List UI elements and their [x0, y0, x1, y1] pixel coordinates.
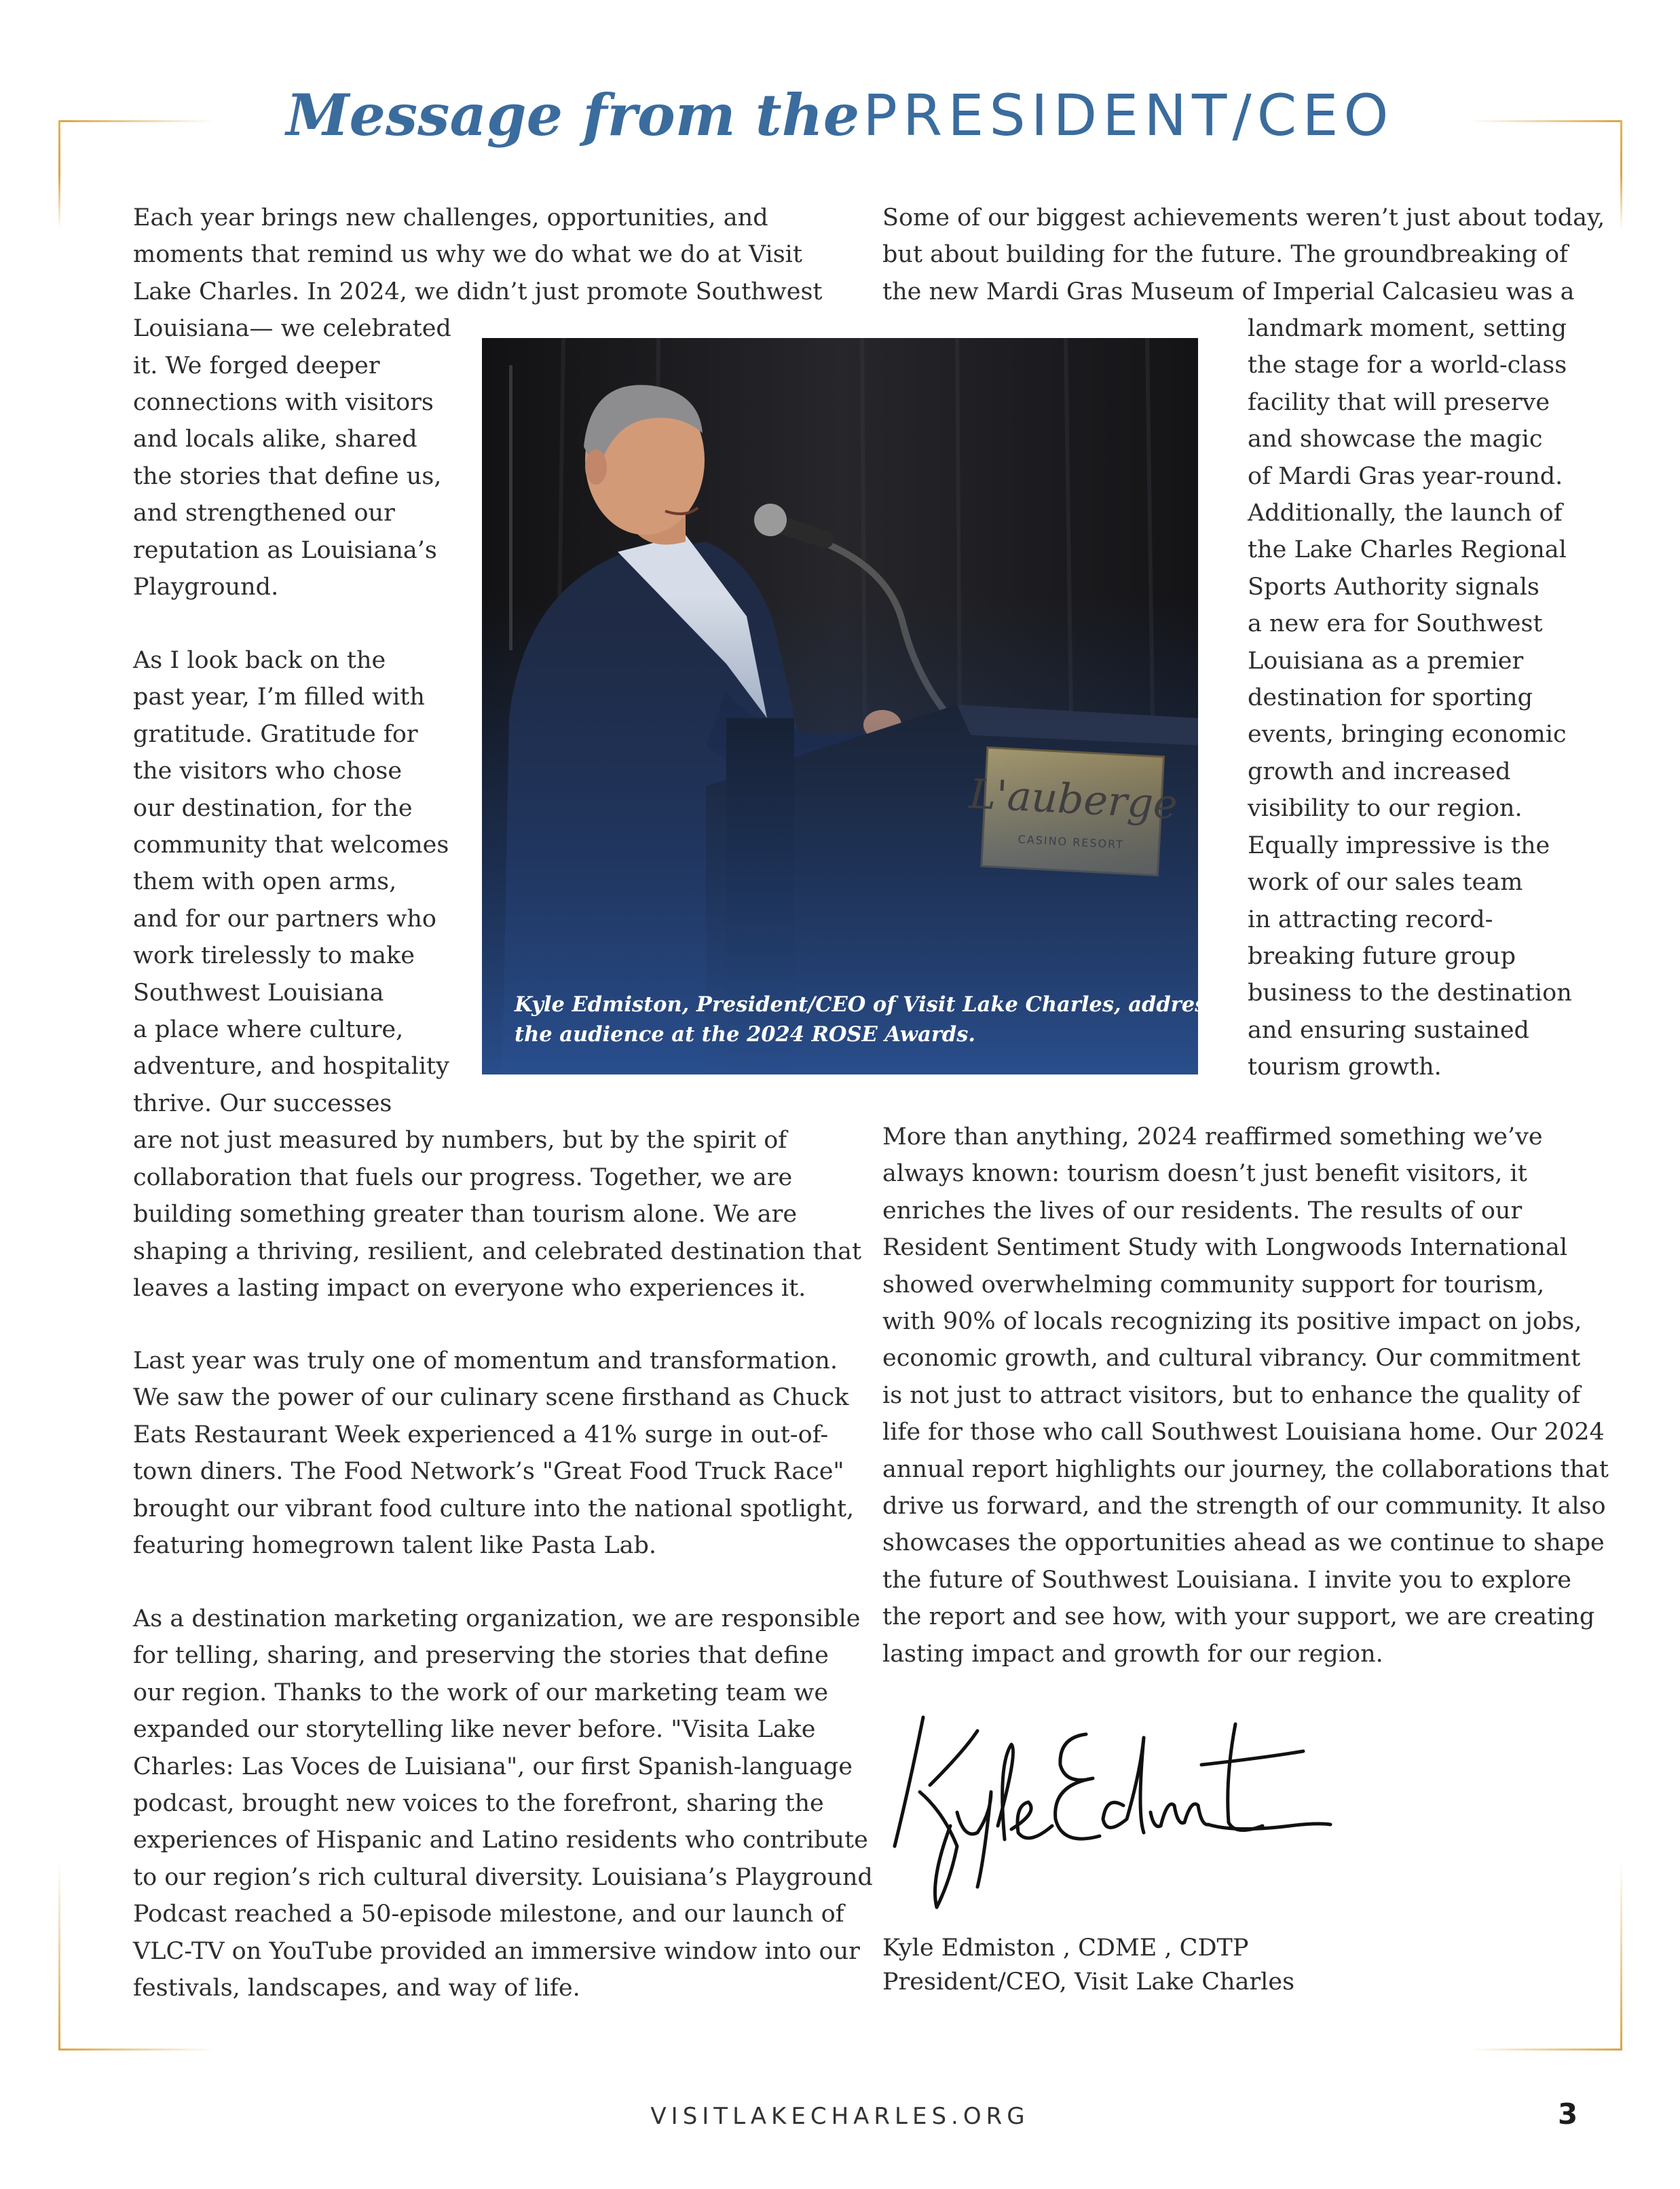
text-line: gratitude. Gratitude for	[133, 720, 418, 748]
text-line: Eats Restaurant Week experienced a 41% surge in out-of-	[133, 1421, 829, 1448]
title-caps: PRESIDENT/CEO	[863, 82, 1394, 149]
text-line: collaboration that fuels our progress. Together, we are	[133, 1163, 793, 1191]
frame-left-bottom	[58, 1860, 60, 2050]
text-line: the stage for a world-class	[1248, 352, 1567, 379]
text-line: Last year was truly one of momentum and transformation.	[133, 1347, 838, 1374]
text-line: podcast, brought new voices to the forefront, sharing the	[133, 1790, 824, 1818]
text-line: with 90% of locals recognizing its positive impact on jobs,	[882, 1308, 1582, 1336]
text-line: As a destination marketing organization, we are responsible	[133, 1605, 861, 1632]
text-line: destination for sporting	[1248, 684, 1533, 712]
text-line: landmark moment, setting	[1248, 315, 1567, 342]
text-line: brought our vibrant food culture into the national spotlight,	[133, 1495, 855, 1522]
text-line: thrive. Our successes	[133, 1089, 392, 1117]
text-line: always known: tourism doesn’t just benefit visitors, it	[882, 1160, 1527, 1188]
text-line: Each year brings new challenges, opportunities, and	[133, 204, 768, 231]
speaker-photo	[482, 338, 1244, 1074]
text-line: and ensuring sustained	[1248, 1016, 1529, 1044]
left-paragraph-4	[133, 1601, 873, 2006]
right-paragraph-1a	[882, 200, 1605, 310]
text-line: More than anything, 2024 reaffirmed something we’ve	[882, 1123, 1543, 1150]
text-line: are not just measured by numbers, but by the spirit of	[133, 1127, 787, 1155]
signature-name: Kyle Edmiston , CDME , CDTP	[882, 1934, 1249, 1962]
text-line: our destination, for the	[133, 794, 413, 822]
text-line: As I look back on the	[133, 647, 386, 674]
text-line: Playground.	[133, 574, 279, 601]
page-title	[0, 81, 1680, 149]
text-line: of Mardi Gras year-round.	[1248, 462, 1563, 490]
text-line: connections with visitors	[133, 389, 434, 417]
text-line: the new Mardi Gras Museum of Imperial Calcasieu was a	[882, 278, 1575, 305]
text-line: the Lake Charles Regional	[1248, 536, 1567, 564]
text-line: community that welcomes	[133, 831, 449, 859]
text-line: our region. Thanks to the work of our marketing team we	[133, 1679, 829, 1706]
text-line: business to the destination	[1248, 979, 1572, 1007]
text-line: experiences of Hispanic and Latino residents who contribute	[133, 1827, 868, 1854]
text-line: to our region’s rich cultural diversity. Louisiana’s Playground	[133, 1863, 873, 1891]
text-line: expanded our storytelling like never before. "Visita Lake	[133, 1716, 816, 1744]
text-line: shaping a thriving, resilient, and celebrated destination that	[133, 1237, 862, 1265]
text-line: adventure, and hospitality	[133, 1053, 449, 1081]
text-line: visibility to our region.	[1248, 795, 1523, 823]
text-line: events, bringing economic	[1248, 721, 1567, 749]
right-paragraph-2	[882, 1119, 1609, 1672]
photo-caption	[515, 990, 1244, 1049]
handwritten-signature	[882, 1710, 1344, 1914]
right-paragraph-1b	[1248, 310, 1572, 1086]
text-line: Louisiana as a premier	[1248, 647, 1524, 675]
left-paragraph-3	[133, 1343, 854, 1564]
text-line: drive us forward, and the strength of our community. It also	[882, 1493, 1606, 1520]
text-line: festivals, landscapes, and way of life.	[133, 1975, 580, 2002]
text-line: past year, I’m filled with	[133, 684, 425, 711]
text-line: the visitors who chose	[133, 757, 403, 785]
text-line: showed overwhelming community support for tourism,	[882, 1271, 1545, 1298]
text-line: a new era for Southwest	[1248, 610, 1543, 638]
text-line: but about building for the future. The groundbreaking of	[882, 241, 1568, 269]
text-line: for telling, sharing, and preserving the stories that define	[133, 1642, 829, 1670]
text-line: Additionally, the launch of	[1248, 500, 1563, 527]
text-line: Equally impressive is the	[1248, 831, 1550, 859]
text-line: leaves a lasting impact on everyone who experiences it.	[133, 1274, 806, 1302]
text-line: showcases the opportunities ahead as we continue to shape	[882, 1529, 1605, 1557]
text-line: Louisiana— we celebrated	[133, 315, 451, 343]
footer-url: VISITLAKECHARLES.ORG	[650, 2103, 1030, 2130]
text-line: and strengthened our	[133, 500, 395, 527]
signature-block	[882, 1931, 1294, 1999]
caption-line-2: the audience at the 2024 ROSE Awards.	[515, 1022, 976, 1047]
text-line: is not just to attract visitors, but to enhance the quality of	[882, 1381, 1581, 1409]
text-line: annual report highlights our journey, the collaborations that	[882, 1455, 1609, 1483]
text-line: and locals alike, shared	[133, 426, 417, 453]
text-line: We saw the power of our culinary scene firsthand as Chuck	[133, 1384, 849, 1412]
text-line: them with open arms,	[133, 868, 397, 896]
signature-title: President/CEO, Visit Lake Charles	[882, 1968, 1295, 1996]
text-line: Podcast reached a 50-episode milestone, and our launch of	[133, 1901, 844, 1928]
text-line: Resident Sentiment Study with Longwoods International	[882, 1234, 1568, 1262]
text-line: Some of our biggest achievements weren’t just about today,	[882, 204, 1605, 231]
text-line: Charles: Las Voces de Luisiana", our first Spanish-language	[133, 1753, 853, 1780]
text-line: and for our partners who	[133, 905, 437, 933]
text-line: building something greater than tourism alone. We are	[133, 1201, 798, 1229]
text-line: breaking future group	[1248, 942, 1516, 970]
text-line: work of our sales team	[1248, 869, 1523, 897]
frame-bottom-right	[1470, 2048, 1622, 2051]
text-line: the report and see how, with your support, we are creating	[882, 1603, 1595, 1631]
text-line: it. We forged deeper	[133, 352, 380, 379]
frame-right-bottom	[1620, 1860, 1622, 2050]
text-line: reputation as Louisiana’s	[133, 536, 437, 564]
text-line: lasting impact and growth for our region.	[882, 1640, 1383, 1668]
text-line: town diners. The Food Network’s "Great Food Truck Race"	[133, 1458, 844, 1486]
title-italic: Message from the	[286, 81, 860, 149]
text-line: Southwest Louisiana	[133, 979, 384, 1007]
text-line: enriches the lives of our residents. The results of our	[882, 1197, 1523, 1224]
text-line: in attracting record-	[1248, 905, 1493, 933]
text-line: growth and increased	[1248, 757, 1511, 785]
caption-line-1: Kyle Edmiston, President/CEO of Visit Lake Charles, addresses	[515, 992, 1244, 1017]
text-line: work tirelessly to make	[133, 942, 415, 970]
page-number: 3	[1558, 2097, 1578, 2131]
text-line: a place where culture,	[133, 1016, 404, 1044]
text-line: featuring homegrown talent like Pasta Lab.	[133, 1532, 656, 1560]
text-line: VLC-TV on YouTube provided an immersive window into our	[133, 1937, 860, 1965]
text-line: the stories that define us,	[133, 462, 442, 490]
text-line: life for those who call Southwest Louisiana home. Our 2024	[882, 1419, 1605, 1446]
text-line: and showcase the magic	[1248, 426, 1543, 453]
text-line: the future of Southwest Louisiana. I invite you to explore	[882, 1566, 1571, 1594]
text-line: moments that remind us why we do what we do at Visit	[133, 241, 802, 269]
photo-illustration	[482, 338, 1244, 1074]
text-line: Lake Charles. In 2024, we didn’t just promote Southwest	[133, 278, 823, 305]
text-line: Sports Authority signals	[1248, 573, 1539, 601]
frame-bottom-left	[58, 2048, 214, 2051]
text-line: tourism growth.	[1248, 1053, 1442, 1081]
text-line: economic growth, and cultural vibrancy. Our commitment	[882, 1345, 1581, 1372]
text-line: facility that will preserve	[1248, 388, 1550, 416]
